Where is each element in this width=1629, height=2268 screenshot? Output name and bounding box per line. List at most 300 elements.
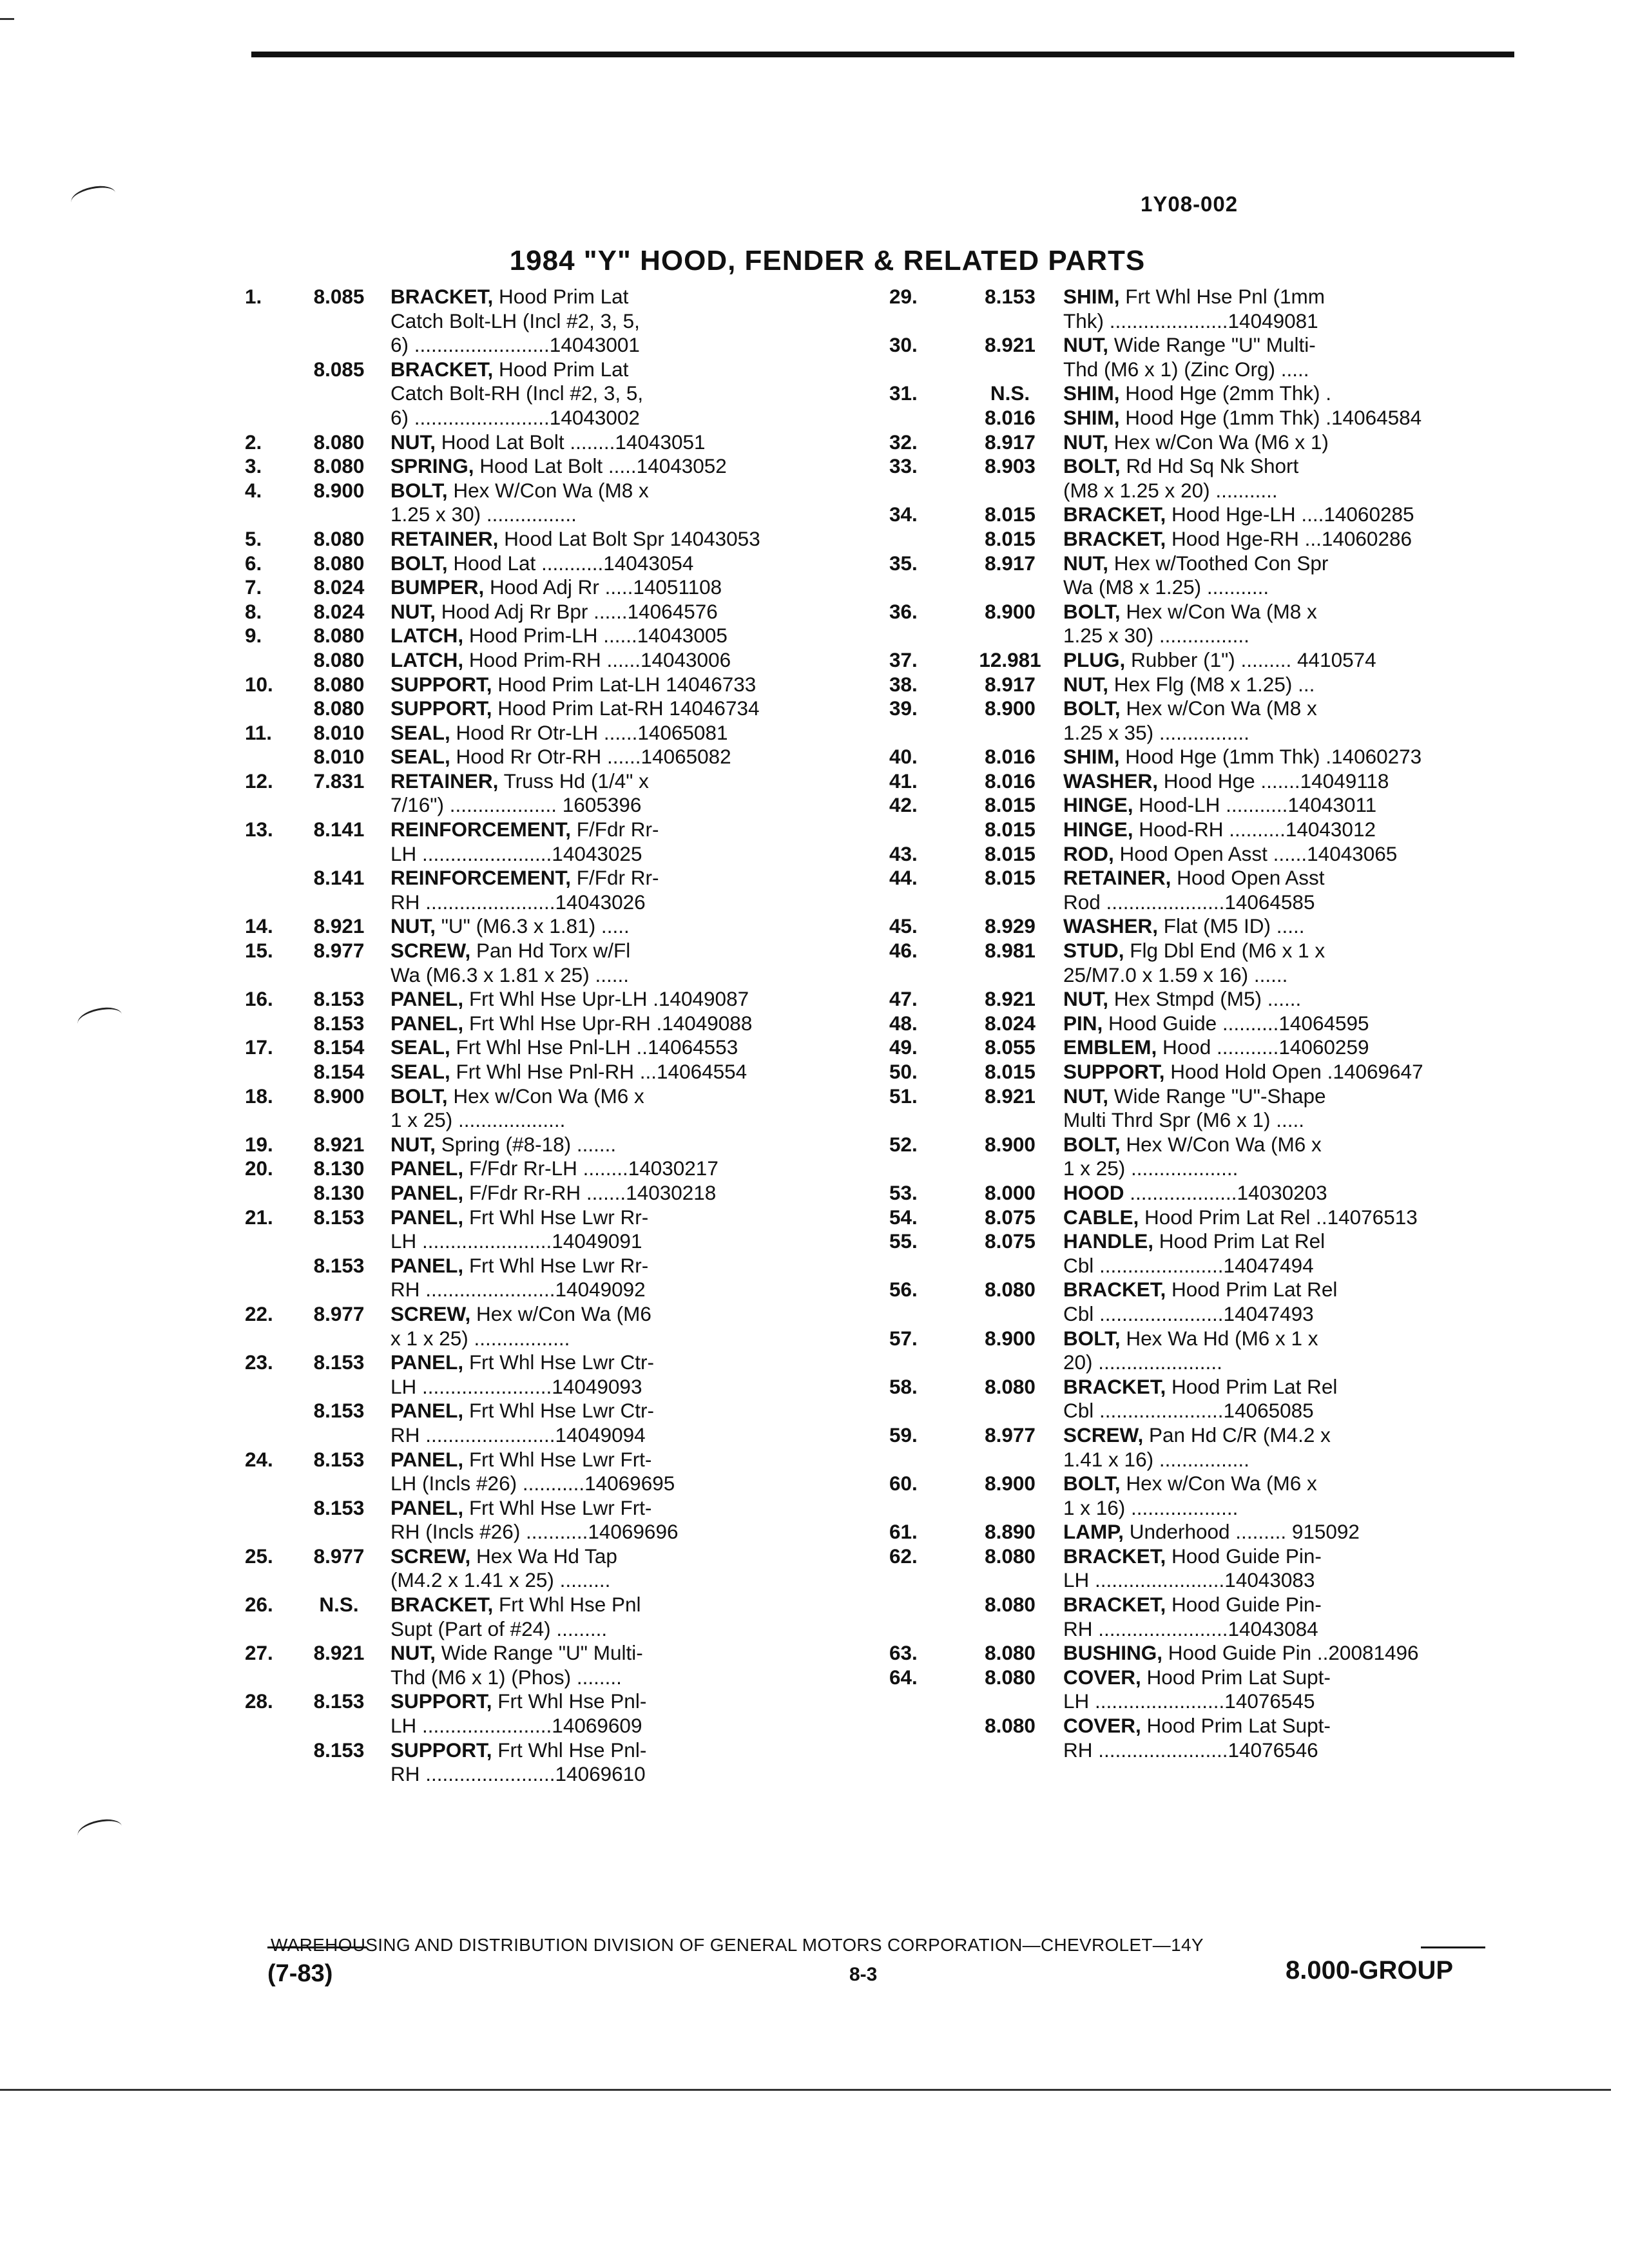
description-line: SEAL, Frt Whl Hse Pnl-LH ..14064553 [390, 1035, 738, 1059]
part-name: PANEL, [390, 1157, 464, 1180]
description-line: HANDLE, Hood Prim Lat Rel [1063, 1229, 1325, 1253]
group-number: 8.010 [313, 720, 365, 744]
description-line: NUT, Hood Lat Bolt ........14043051 [390, 430, 706, 454]
description-line: SHIM, Hood Hge (1mm Thk) .14060273 [1063, 745, 1422, 769]
group-number: 8.080 [313, 430, 365, 454]
description-line: Rod .....................14064585 [1063, 890, 1315, 914]
part-name: BUSHING, [1063, 1641, 1163, 1665]
part-description [390, 1133, 863, 1157]
group-number: 8.977 [313, 939, 365, 963]
part-name: BOLT, [1063, 697, 1121, 720]
part-description [1063, 381, 1514, 406]
part-name: PIN, [1063, 1011, 1103, 1035]
description-line: Thd (M6 x 1) (Phos) ........ [390, 1665, 622, 1689]
scan-mark [75, 1816, 124, 1846]
part-entry [889, 1133, 1514, 1181]
scan-mark [75, 1004, 124, 1034]
item-number: 29. [889, 285, 918, 308]
part-description [390, 648, 863, 673]
part-entry [245, 721, 863, 745]
part-entry [889, 1035, 1514, 1060]
part-name: BRACKET, [390, 1593, 494, 1617]
description-line: SEAL, Hood Rr Otr-RH ......14065082 [390, 745, 731, 769]
part-name: PANEL, [390, 1399, 464, 1423]
description-line: PANEL, Frt Whl Hse Upr-RH .14049088 [390, 1011, 753, 1035]
description-line: BRACKET, Hood Prim Lat Rel [1063, 1374, 1338, 1398]
group-number: 8.141 [313, 818, 365, 841]
item-number: 64. [889, 1665, 918, 1689]
description-line: 1.25 x 30) ................ [390, 503, 577, 526]
group-number: 8.015 [985, 841, 1036, 865]
group-number: 8.900 [313, 1084, 365, 1108]
item-number [889, 527, 957, 552]
part-description [390, 939, 863, 987]
description-line: (M4.2 x 1.41 x 25) ......... [390, 1568, 611, 1592]
description-line: (M8 x 1.25 x 20) ........... [1063, 478, 1278, 502]
description-line: 1 x 25) ................... [1063, 1157, 1239, 1180]
description-line: SUPPORT, Frt Whl Hse Pnl- [390, 1738, 647, 1762]
part-entry [889, 1012, 1514, 1036]
part-entry [889, 1423, 1514, 1472]
description-line: HINGE, Hood-LH ...........14043011 [1063, 793, 1377, 817]
group-number: 8.981 [985, 939, 1036, 963]
part-description [390, 1689, 863, 1738]
part-description [390, 745, 863, 769]
part-description [1063, 648, 1514, 673]
part-description [1063, 1666, 1514, 1714]
part-entry [245, 769, 863, 818]
page-title: 1984 "Y" HOOD, FENDER & RELATED PARTS [509, 245, 1146, 276]
description-line: EMBLEM, Hood ...........14060259 [1063, 1035, 1369, 1059]
part-entry [889, 527, 1514, 552]
item-number: 47. [889, 987, 918, 1011]
group-number: 8.024 [313, 575, 365, 599]
bottom-scan-line [0, 2089, 1611, 2091]
description-line: NUT, Spring (#8-18) ....... [390, 1132, 617, 1156]
part-description [1063, 1060, 1514, 1084]
item-number: 63. [889, 1641, 918, 1665]
description-line: Catch Bolt-RH (Incl #2, 3, 5, [390, 381, 644, 405]
part-description [390, 575, 863, 600]
part-entry [245, 527, 863, 552]
part-name: SEAL, [390, 745, 450, 769]
part-description [1063, 697, 1514, 745]
part-entry [245, 1206, 863, 1254]
part-description [1063, 1035, 1514, 1060]
description-line: REINFORCEMENT, F/Fdr Rr- [390, 818, 659, 841]
part-description [1063, 1714, 1514, 1762]
description-line: SUPPORT, Frt Whl Hse Pnl- [390, 1689, 647, 1713]
description-line: NUT, "U" (M6.3 x 1.81) ..... [390, 914, 630, 938]
group-number: 8.015 [985, 793, 1036, 817]
part-description [390, 1448, 863, 1496]
description-line: LH .......................14076545 [1063, 1689, 1315, 1713]
description-line: BOLT, Hood Lat ...........14043054 [390, 551, 694, 575]
group-number: 8.130 [313, 1180, 365, 1204]
description-line: PANEL, Frt Whl Hse Upr-LH .14049087 [390, 987, 749, 1011]
part-name: NUT, [390, 1641, 436, 1665]
group-number: 8.080 [313, 454, 365, 478]
item-number: 54. [889, 1205, 918, 1229]
part-description [390, 1157, 863, 1181]
item-number [245, 648, 287, 673]
item-number: 14. [245, 914, 273, 938]
group-number: 8.080 [985, 1714, 1036, 1738]
part-name: BOLT, [390, 551, 448, 575]
group-number: 8.154 [313, 1060, 365, 1083]
part-description [390, 1181, 863, 1206]
part-description [390, 1544, 863, 1593]
part-name: PANEL, [390, 1253, 464, 1277]
description-line: RH .......................14076546 [1063, 1738, 1318, 1762]
description-line: SPRING, Hood Lat Bolt .....14043052 [390, 454, 727, 478]
group-number: 8.153 [985, 285, 1036, 308]
group-number: 8.130 [313, 1157, 365, 1180]
part-entry [889, 1472, 1514, 1520]
part-description [1063, 793, 1514, 818]
top-rule [251, 52, 1514, 57]
group-number: 8.153 [313, 1495, 365, 1519]
part-name: LAMP, [1063, 1520, 1124, 1544]
part-description [1063, 914, 1514, 939]
item-number: 35. [889, 551, 918, 575]
part-name: PANEL, [390, 987, 464, 1011]
group-number: 8.080 [985, 1278, 1036, 1302]
description-line: BOLT, Hex W/Con Wa (M6 x [1063, 1132, 1322, 1156]
part-entry [889, 939, 1514, 987]
item-number: 24. [245, 1447, 273, 1471]
group-number: 8.977 [313, 1302, 365, 1325]
part-name: STUD, [1063, 939, 1124, 963]
part-entry [245, 1035, 863, 1060]
group-number: 8.055 [985, 1035, 1036, 1059]
part-description [1063, 1206, 1514, 1230]
description-line: SCREW, Hex Wa Hd Tap [390, 1544, 617, 1568]
part-name: PANEL, [390, 1447, 464, 1471]
part-description [1063, 1012, 1514, 1036]
part-description [1063, 1544, 1514, 1593]
description-line: RH (Incls #26) ...........14069696 [390, 1520, 679, 1544]
group-number: 8.080 [313, 648, 365, 671]
item-number: 16. [245, 987, 273, 1011]
description-line: WASHER, Flat (M5 ID) ..... [1063, 914, 1305, 938]
description-line: SHIM, Hood Hge (1mm Thk) .14064584 [1063, 405, 1422, 429]
part-entry [245, 552, 863, 576]
item-number: 43. [889, 841, 918, 865]
description-line: STUD, Flg Dbl End (M6 x 1 x [1063, 939, 1325, 963]
part-entry [245, 914, 863, 939]
part-name: COVER, [1063, 1665, 1141, 1689]
part-name: PLUG, [1063, 648, 1126, 671]
description-line: NUT, Hex w/Con Wa (M6 x 1) [1063, 430, 1329, 454]
part-entry [889, 793, 1514, 818]
description-line: SCREW, Pan Hd C/R (M4.2 x [1063, 1423, 1331, 1446]
description-line: BRACKET, Frt Whl Hse Pnl [390, 1593, 641, 1617]
description-line: 6) ........................14043001 [390, 333, 640, 357]
description-line: NUT, Wide Range "U"-Shape [1063, 1084, 1326, 1108]
item-number: 21. [245, 1205, 273, 1229]
group-number: 8.900 [313, 478, 365, 502]
item-number: 5. [245, 526, 262, 550]
part-name: SEAL, [390, 1060, 450, 1083]
group-number: 8.016 [985, 769, 1036, 793]
part-name: BRACKET, [1063, 1278, 1166, 1302]
description-line: NUT, Hex Stmpd (M5) ...... [1063, 987, 1302, 1011]
part-name: NUT, [390, 1132, 436, 1156]
description-line: SEAL, Frt Whl Hse Pnl-RH ...14064554 [390, 1060, 747, 1083]
description-line: COVER, Hood Prim Lat Supt- [1063, 1714, 1331, 1738]
part-description [1063, 1084, 1514, 1133]
part-entry [889, 552, 1514, 600]
item-number: 17. [245, 1035, 273, 1059]
group-number: 8.075 [985, 1229, 1036, 1253]
group-number: 8.153 [313, 1738, 365, 1762]
description-line: Cbl ......................14065085 [1063, 1399, 1314, 1423]
item-number: 25. [245, 1544, 273, 1568]
part-name: NUT, [1063, 672, 1108, 696]
description-line: RH .......................14049092 [390, 1278, 646, 1302]
part-entry [245, 454, 863, 479]
description-line: PANEL, F/Fdr Rr-LH ........14030217 [390, 1157, 718, 1180]
part-description [1063, 406, 1514, 430]
description-line: RETAINER, Hood Open Asst [1063, 866, 1325, 890]
group-number: 8.917 [985, 551, 1036, 575]
part-name: NUT, [1063, 1084, 1108, 1108]
part-description [390, 1350, 863, 1399]
description-line: WASHER, Hood Hge .......14049118 [1063, 769, 1389, 793]
part-name: LATCH, [390, 624, 464, 648]
part-name: SEAL, [390, 1035, 450, 1059]
group-number: 8.085 [313, 357, 365, 381]
part-description [1063, 333, 1514, 381]
item-number: 46. [889, 939, 918, 963]
part-name: BOLT, [390, 478, 448, 502]
item-number [245, 1399, 287, 1447]
part-name: NUT, [390, 430, 436, 454]
description-line: NUT, Hood Adj Rr Bpr ......14064576 [390, 599, 718, 623]
part-entry [889, 1593, 1514, 1641]
part-entry [889, 648, 1514, 673]
part-entry [889, 1229, 1514, 1278]
part-entry [889, 454, 1514, 503]
item-number: 4. [245, 478, 262, 502]
description-line: SHIM, Hood Hge (2mm Thk) . [1063, 381, 1332, 405]
part-entry [245, 430, 863, 455]
part-name: EMBLEM, [1063, 1035, 1157, 1059]
group-number: 8.921 [313, 1132, 365, 1156]
group-number: 8.080 [313, 624, 365, 648]
item-number: 27. [245, 1641, 273, 1665]
part-description [1063, 745, 1514, 769]
item-number: 58. [889, 1374, 918, 1398]
part-name: PANEL, [390, 1495, 464, 1519]
item-number: 11. [245, 720, 273, 744]
description-line: LH .......................14043025 [390, 841, 642, 865]
part-entry [245, 939, 863, 987]
part-description [1063, 454, 1514, 503]
part-description [390, 866, 863, 914]
group-label: 8.000-GROUP [1286, 1956, 1454, 1984]
group-number: 8.015 [985, 1060, 1036, 1083]
group-number: 8.153 [313, 1253, 365, 1277]
description-line: PANEL, F/Fdr Rr-RH .......14030218 [390, 1180, 717, 1204]
part-entry [245, 1593, 863, 1641]
part-name: WASHER, [1063, 769, 1159, 793]
scan-mark [69, 182, 117, 213]
description-line: SHIM, Frt Whl Hse Pnl (1mm [1063, 285, 1325, 308]
item-number: 39. [889, 697, 918, 720]
description-line: LATCH, Hood Prim-LH ......14043005 [390, 624, 728, 648]
part-entry [245, 866, 863, 914]
part-entry [245, 818, 863, 866]
group-number: 8.977 [313, 1544, 365, 1568]
part-entry [245, 1350, 863, 1399]
group-number: 8.153 [313, 1205, 365, 1229]
group-number: 8.153 [313, 1011, 365, 1035]
group-number: 8.153 [313, 1689, 365, 1713]
part-description [390, 673, 863, 697]
part-name: BOLT, [1063, 1326, 1121, 1350]
group-number: 8.080 [313, 526, 365, 550]
part-name: SCREW, [390, 1302, 471, 1325]
part-entry [245, 1544, 863, 1593]
group-number: 8.921 [313, 1641, 365, 1665]
part-entry [889, 406, 1514, 430]
description-line: HINGE, Hood-RH ..........14043012 [1063, 818, 1376, 841]
part-name: BRACKET, [1063, 1593, 1166, 1617]
group-number: 8.929 [985, 914, 1036, 938]
item-number: 9. [245, 624, 262, 648]
description-line: 6) ........................14043002 [390, 405, 640, 429]
part-entry [245, 673, 863, 697]
part-description [1063, 842, 1514, 867]
part-description [390, 552, 863, 576]
description-line: BRACKET, Hood Hge-RH ...14060286 [1063, 526, 1412, 550]
part-entry [889, 1278, 1514, 1326]
part-description [390, 358, 863, 430]
description-line: NUT, Wide Range "U" Multi- [390, 1641, 643, 1665]
part-description [1063, 503, 1514, 527]
page-id: 1Y08-002 [1141, 192, 1239, 216]
part-entry [245, 697, 863, 721]
part-name: SUPPORT, [1063, 1060, 1165, 1083]
part-description [1063, 673, 1514, 697]
item-number: 56. [889, 1278, 918, 1302]
part-name: SEAL, [390, 720, 450, 744]
description-line: 25/M7.0 x 1.59 x 16) ...... [1063, 963, 1288, 986]
part-entry [245, 987, 863, 1012]
part-entry [889, 1714, 1514, 1762]
part-name: NUT, [390, 914, 436, 938]
description-line: LH .......................14049091 [390, 1229, 642, 1253]
part-name: BOLT, [1063, 1132, 1121, 1156]
part-name: SCREW, [390, 1544, 471, 1568]
part-description [1063, 552, 1514, 600]
item-number: 44. [889, 866, 918, 890]
part-description [1063, 1327, 1514, 1375]
item-number [245, 866, 287, 914]
part-entry [889, 600, 1514, 648]
group-number: 8.153 [313, 1350, 365, 1374]
part-entry [889, 842, 1514, 867]
part-entry [889, 818, 1514, 842]
part-description [390, 1496, 863, 1544]
part-name: NUT, [1063, 333, 1108, 357]
footer-rule-right [1421, 1946, 1485, 1948]
item-number: 22. [245, 1302, 273, 1325]
item-number: 61. [889, 1520, 918, 1544]
group-number: N.S. [319, 1593, 359, 1617]
part-description [1063, 527, 1514, 552]
item-number: 20. [245, 1157, 273, 1180]
description-line: SUPPORT, Hood Prim Lat-LH 14046733 [390, 672, 757, 696]
group-number: 8.900 [985, 599, 1036, 623]
group-number: 8.080 [985, 1665, 1036, 1689]
part-entry [245, 1448, 863, 1496]
part-name: COVER, [1063, 1714, 1141, 1738]
group-number: 8.080 [313, 697, 365, 720]
part-entry [889, 381, 1514, 406]
item-number: 59. [889, 1423, 918, 1446]
item-number [889, 818, 957, 842]
description-line: PANEL, Frt Whl Hse Lwr Frt- [390, 1447, 652, 1471]
part-name: SUPPORT, [390, 1738, 492, 1762]
part-description [390, 987, 863, 1012]
group-number: 8.080 [985, 1374, 1036, 1398]
item-number [245, 1496, 287, 1544]
part-name: BRACKET, [1063, 503, 1166, 526]
group-number: 8.024 [313, 599, 365, 623]
description-line: COVER, Hood Prim Lat Supt- [1063, 1665, 1331, 1689]
part-entry [245, 648, 863, 673]
description-line: Wa (M6.3 x 1.81 x 25) ...... [390, 963, 629, 986]
description-line: Catch Bolt-LH (Incl #2, 3, 5, [390, 309, 640, 332]
group-number: 8.016 [985, 745, 1036, 769]
part-description [1063, 987, 1514, 1012]
part-entry [889, 285, 1514, 333]
part-name: PANEL, [390, 1011, 464, 1035]
part-description [1063, 1423, 1514, 1472]
item-number: 41. [889, 769, 918, 793]
item-number: 26. [245, 1593, 273, 1617]
part-description [1063, 285, 1514, 333]
item-number: 10. [245, 672, 273, 696]
part-entry [245, 1496, 863, 1544]
part-description [390, 454, 863, 479]
item-number: 23. [245, 1350, 273, 1374]
item-number: 36. [889, 599, 918, 623]
part-description [1063, 600, 1514, 648]
item-number [245, 745, 287, 769]
description-line: Cbl ......................14047493 [1063, 1302, 1314, 1325]
group-number: 8.015 [985, 818, 1036, 841]
item-number [889, 1593, 957, 1641]
description-line: Thk) .....................14049081 [1063, 309, 1318, 332]
part-entry [889, 1520, 1514, 1544]
group-number: 8.080 [313, 551, 365, 575]
description-line: RETAINER, Truss Hd (1/4" x [390, 769, 649, 793]
item-number: 38. [889, 672, 918, 696]
part-name: SHIM, [1063, 745, 1120, 769]
part-name: SHIM, [1063, 285, 1120, 308]
part-entry [245, 1689, 863, 1738]
description-line: SCREW, Pan Hd Torx w/Fl [390, 939, 631, 963]
group-number: 8.015 [985, 866, 1036, 890]
group-number: 8.921 [985, 333, 1036, 357]
part-description [390, 1254, 863, 1302]
description-line: RH .......................14043026 [390, 890, 646, 914]
item-number: 53. [889, 1180, 918, 1204]
